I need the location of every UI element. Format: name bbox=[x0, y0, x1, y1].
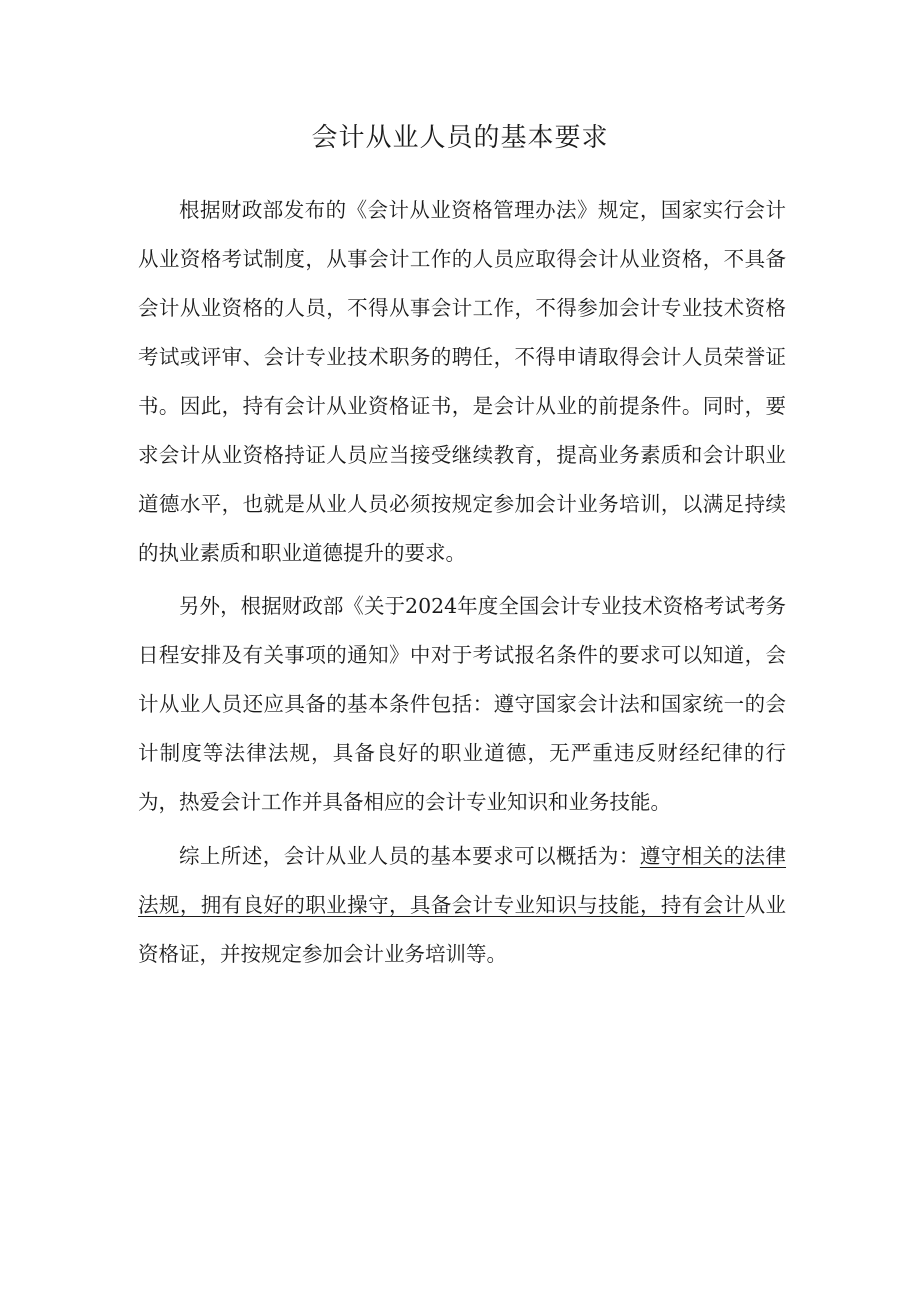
paragraph-1: 根据财政部发布的《会计从业资格管理办法》规定，国家实行会计从业资格考试制度，从事会计工作的人员应取得会计从业资格，不具备会计从业资格的人员，不得从事会计工作，不得参加会计专业技术资格考试或评审、会计专业技术职务的聘任，不得申请取得会计人员荣誉证书。因此，持有会计从业资格证书，是会计从业的前提条件。同时，要求会计从业资格持证人员应当接受继续教育，提高业务素质和会计职业道德水平，也就是从业人员必须按规定参加会计业务培训，以满足持续的执业素质和职业道德提升的要求。 bbox=[138, 198, 786, 565]
paragraph-2: 另外，根据财政部《关于2024年度全国会计专业技术资格考试考务日程安排及有关事项的通知》中对于考试报名条件的要求可以知道，会计从业人员还应具备的基本条件包括：遵守国家会计法和国家统一的会计制度等法律法规，具备良好的职业道德，无严重违反财经纪律的行为，热爱会计工作并具备相应的会计专业知识和业务技能。 bbox=[138, 594, 786, 814]
paragraph-3-lead: 综上所述，会计从业人员的基本要求可以概括为： bbox=[179, 844, 640, 868]
paragraph-3-tail: 从业资格证，并按规定参加会计业务培训等。 bbox=[138, 893, 787, 966]
document-title: 会计从业人员的基本要求 bbox=[311, 123, 609, 153]
paragraph-3 bbox=[138, 832, 786, 979]
paragraph-3-underlined-summary: 遵守相关的法律法规，拥有良好的职业操守，具备会计专业知识与技能，持有会计 bbox=[138, 844, 787, 917]
